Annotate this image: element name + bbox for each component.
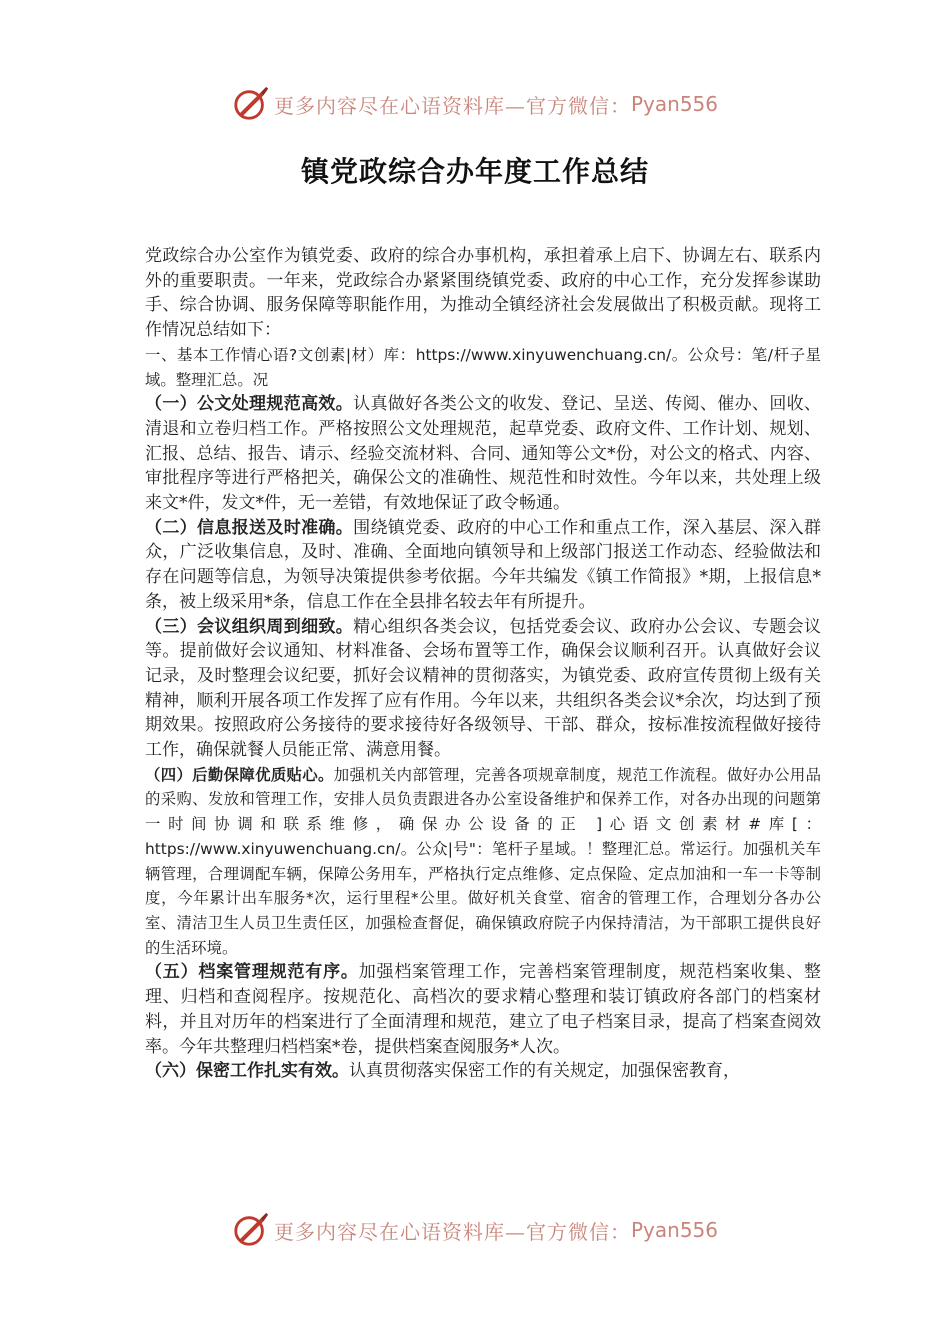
item-heading-6: （六）保密工作扎实有效。 (145, 1061, 349, 1082)
banner-text: 更多内容尽在心语资料库—官方微信： (273, 1219, 631, 1244)
intro-paragraph: 党政综合办公室作为镇党委、政府的综合办事机构，承担着承上启下、协调左右、联系内外的重要职责。一年来，党政综合办紧紧围绕镇党委、政府的中心工作，充分发挥参谋助手、综合协调、服务保障等职能作用，为推动全镇经济社会发展做出了积极贡献。现将工作情况总结如下： (145, 246, 821, 341)
item-body-5: 加强档案管理工作，完善档案管理制度，规范档案收集、整理、归档和查阅程序。按规范化、高档次的要求精心整理和装订镇政府各部门的档案材料，并且对历年的档案进行了全面清理和规范，建立了电子档案目录，提高了档案查阅效率。今年共整理归档档案*卷，提供档案查阅服务*人次。 (145, 962, 822, 1057)
item-heading-2: （二）信息报送及时准确。 (145, 517, 354, 538)
banner-wechat-id: Pyan556 (630, 92, 718, 116)
item-paragraph-5 (145, 960, 821, 1059)
item-heading-1: （一）公文处理规范高效。 (145, 394, 354, 415)
pen-logo-icon (232, 1211, 270, 1249)
item-heading-5: （五）档案管理规范有序。 (145, 962, 359, 983)
document-title: 镇党政综合办年度工作总结 (300, 155, 649, 188)
item-paragraph-2 (145, 516, 821, 615)
item-body-4: 加强机关内部管理，完善各项规章制度，规范工作流程。做好办公用品的采购、发放和管理工作，安排人员负责跟进各办公室设备维护和保养工作，对各办出现的问题第一时间协调和联系维修，确保办公设备的正 ]心语文创素材#库[：https://www.xinyuwenchuang.cn/。公众|号"：笔杆子星域。！整理汇总。常运行。加强机关车辆管理，合理调配车辆，保障公务用车，严格执行定点维修、定点保险、定点加油和一车一卡等制度，今年累计出车服务*次，运行里程*公里。做好机关食堂、宿舍的管理工作，合理划分各办公室、清洁卫生人员卫生责任区，加强检查督促，确保镇政府院子内保持清洁，为干部职工提供良好的生活环境。 (145, 765, 821, 957)
item-heading-3: （三）会议组织周到细致。 (145, 616, 354, 637)
item-paragraph-1 (145, 392, 821, 516)
item-body-3: 精心组织各类会议，包括党委会议、政府办公会议、专题会议等。提前做好会议通知、材料准备、会场布置等工作，确保会议顺利召开。认真做好会议记录，及时整理会议纪要，抓好会议精神的贯彻落实，为镇党委、政府宣传贯彻上级有关精神，顺利开展各项工作发挥了应有作用。今年以来，共组织各类会议*余次，均达到了预期效果。按照政府公务接待的要求接待好各级领导、干部、群众，按标准按流程做好接待工作，确保就餐人员能正常、满意用餐。 (145, 616, 822, 761)
pen-logo-icon (232, 85, 270, 123)
banner-text: 更多内容尽在心语资料库—官方微信： (273, 93, 631, 118)
footer-watermark-banner (0, 1210, 950, 1250)
item-body-2: 围绕镇党委、政府的中心工作和重点工作，深入基层、深入群众，广泛收集信息，及时、准确、全面地向镇领导和上级部门报送工作动态、经验做法和存在问题等信息，为领导决策提供参考依据。今年共编发《镇工作简报》*期，上报信息*条，被上级采用*条，信息工作在全县排名较去年有所提升。 (145, 517, 822, 612)
item-body-6: 认真贯彻落实保密工作的有关规定，加强保密教育， (349, 1061, 740, 1082)
item-paragraph-3 (145, 615, 821, 763)
item-paragraph-4 (145, 763, 821, 961)
header-watermark-banner (0, 84, 950, 124)
item-body-1: 认真做好各类公文的收发、登记、呈送、传阅、催办、回收、清退和立卷归档工作。严格按照公文处理规范，起草党委、政府文件、工作计划、规划、汇报、总结、报告、请示、经验交流材料、合同、通知等公文*份，对公文的格式、内容、审批程序等进行严格把关，确保公文的准确性、规范性和时效性。今年以来，共处理上级来文*件，发文*件，无一差错，有效地保证了政令畅通。 (145, 394, 822, 514)
item-heading-4: （四）后勤保障优质贴心。 (145, 765, 334, 784)
item-paragraph-6 (145, 1059, 821, 1084)
section-heading-1: 一、基本工作情心语?文创素|材）库：https://www.xinyuwenchuang.cn/。公众号：笔/杆子星域。整理汇总。况 (145, 345, 821, 389)
document-body (145, 244, 821, 1084)
banner-wechat-id: Pyan556 (630, 1218, 718, 1242)
